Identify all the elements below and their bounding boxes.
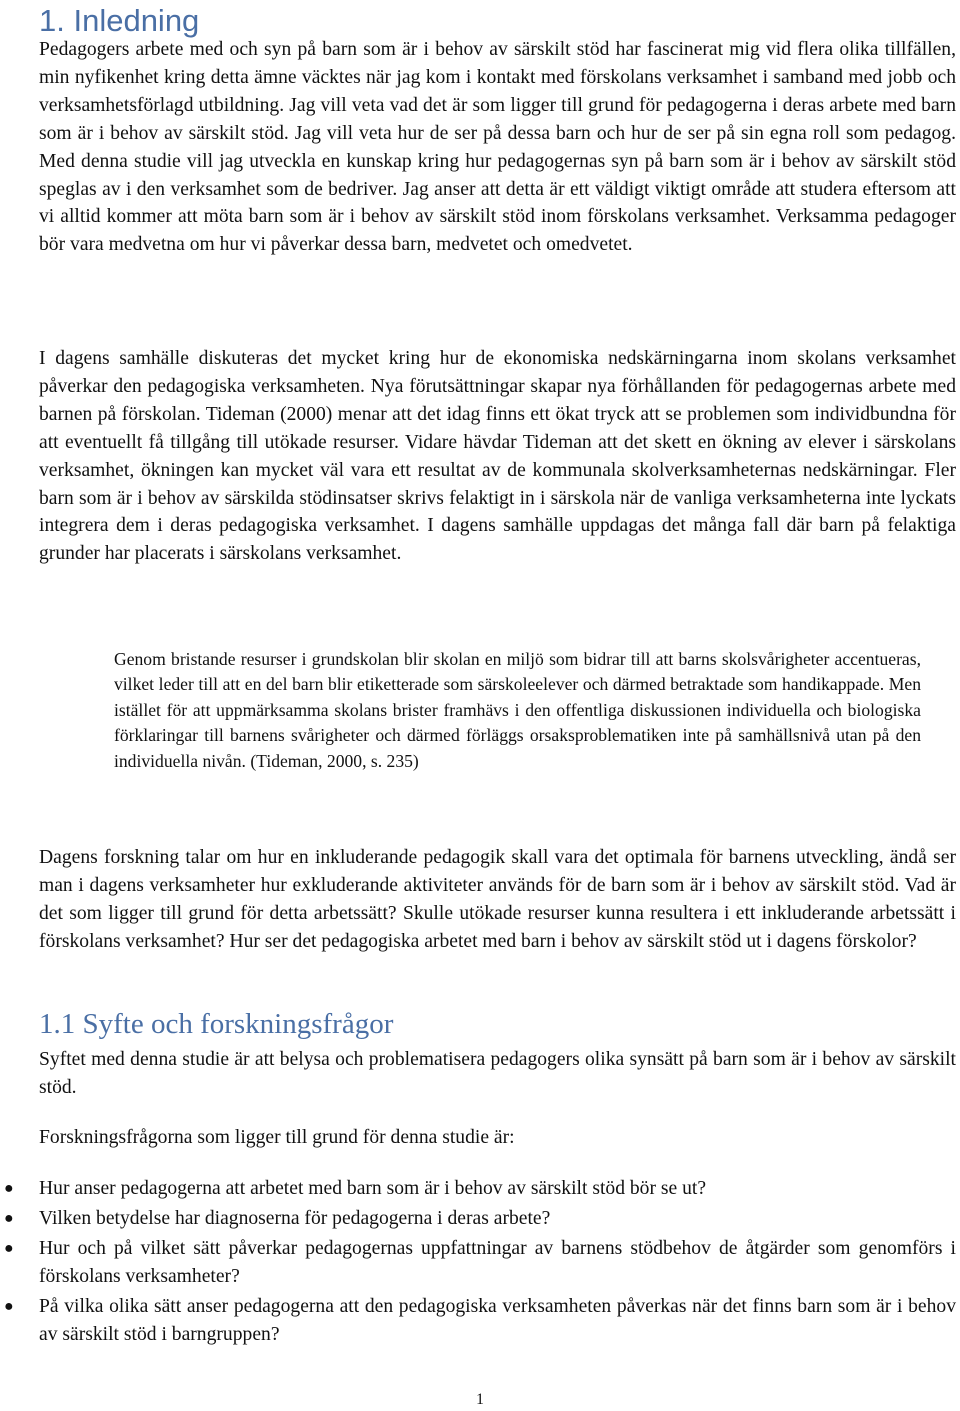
bullet-icon: ● [4,1210,14,1227]
list-item [4,1205,956,1233]
intro-paragraph-3: Dagens forskning talar om hur en inkluderande pedagogik skall vara det optimala för barnens utveckling, ändå ser man i dagens verksamheter hur exkluderande aktiviteter används för de barn som är i behov av särskilt stöd. Vad är det som ligger till grund för detta arbetssätt? Skulle utökade resurser kunna resultera i ett inkluderande arbetssätt i förskolans verksamhet? Hur ser det pedagogiska arbetet med barn i behov av särskilt stöd ut i dagens förskolor? [39,847,956,952]
question-text: Hur och på vilket sätt påverkar pedagogernas uppfattningar av barnens stödbehov de åtgärder som genomförs i förskolans verksamheter? [39,1238,956,1287]
list-item [4,1235,956,1291]
research-questions-list [4,1175,956,1351]
question-text: På vilka olika sätt anser pedagogerna att den pedagogiska verksamheten påverkas när det finns barn som är i behov av särskilt stöd i barngruppen? [39,1296,956,1345]
bullet-icon: ● [4,1180,14,1197]
list-item [4,1175,956,1203]
intro-paragraph-1: Pedagogers arbete med och syn på barn som är i behov av särskilt stöd har fascinerat mig vid flera olika tillfällen, min nyfikenhet kring detta ämne väcktes när jag kom i kontakt med förskolans verksamhet i samband med jobb och verksamhetsförlagd utbildning. Jag vill veta vad det är som ligger till grund för pedagogerna i deras arbete med barn som är i behov av särskilt stöd. Jag vill veta hur de ser på dessa barn och hur de ser på sin egna roll som pedagog. Med denna studie vill jag utveckla en kunskap kring hur pedagogernas syn på barn som är i behov av särskilt stöd speglas av i den verksamhet som de bedriver. Jag anser att detta är ett väldigt viktigt område att studera eftersom att vi alltid kommer att möta barn som är i behov av särskilt stöd inom förskolans verksamhet. Verksamma pedagoger bör vara medvetna om hur vi påverkar dessa barn, medvetet och omedvetet. [39,39,956,256]
page-number: 1 [476,1391,484,1408]
aim-paragraph: Syftet med denna studie är att belysa och problematisera pedagogers olika synsätt på barn som är i behov av särskilt stöd. [39,1049,956,1098]
research-questions-intro: Forskningsfrågorna som ligger till grund för denna studie är: [39,1127,515,1148]
bullet-icon: ● [4,1240,14,1257]
question-text: Vilken betydelse har diagnoserna för pedagogerna i deras arbete? [39,1208,551,1229]
section-heading: 1.1 Syfte och forskningsfrågor [39,1008,394,1040]
intro-paragraph-2: I dagens samhälle diskuteras det mycket kring hur de ekonomiska nedskärningarna inom skolans verksamhet påverkar den pedagogiska verksamheten. Nya förutsättningar skapar nya förhållanden för pedagogernas arbete med barnen på förskolan. Tideman (2000) menar att det idag finns ett ökat tryck att se problemen som individbundna för att eventuellt få tillgång till utökade resurser. Vidare hävdar Tideman att det skett en ökning av elever i särskolans verksamhet, ökningen kan mycket väl vara ett resultat av de kommunala skolverksamheternas nedskärningar. Fler barn som är i behov av särskilda stödinsatser skrivs felaktigt in i särskola när de vanliga verksamheterna inte lyckats integrera dem i deras pedagogiska verksamhet. I dagens samhälle uppdagas det många fall där barn på felaktiga grunder har placerats i särskolans verksamhet. [39,348,956,565]
list-item [4,1293,956,1349]
bullet-icon: ● [4,1298,14,1315]
question-text: Hur anser pedagogerna att arbetet med barn som är i behov av särskilt stöd bör se ut? [39,1178,707,1199]
chapter-heading: 1. Inledning [39,3,200,38]
block-quote: Genom bristande resurser i grundskolan blir skolan en miljö som bidrar till att barns skolsvårigheter accentueras, vilket leder till att en del barn blir etiketterade som särskoleelever och därmed betraktade som handikappade. Men istället för att uppmärksamma skolans brister framhävs i den offentliga diskussionen individuella och biologiska förklaringar till barnens svårigheter och därmed förläggs orsaksproblematiken inte på samhällsnivå utan på den individuella nivån. (Tideman, 2000, s. 235) [114,649,921,771]
